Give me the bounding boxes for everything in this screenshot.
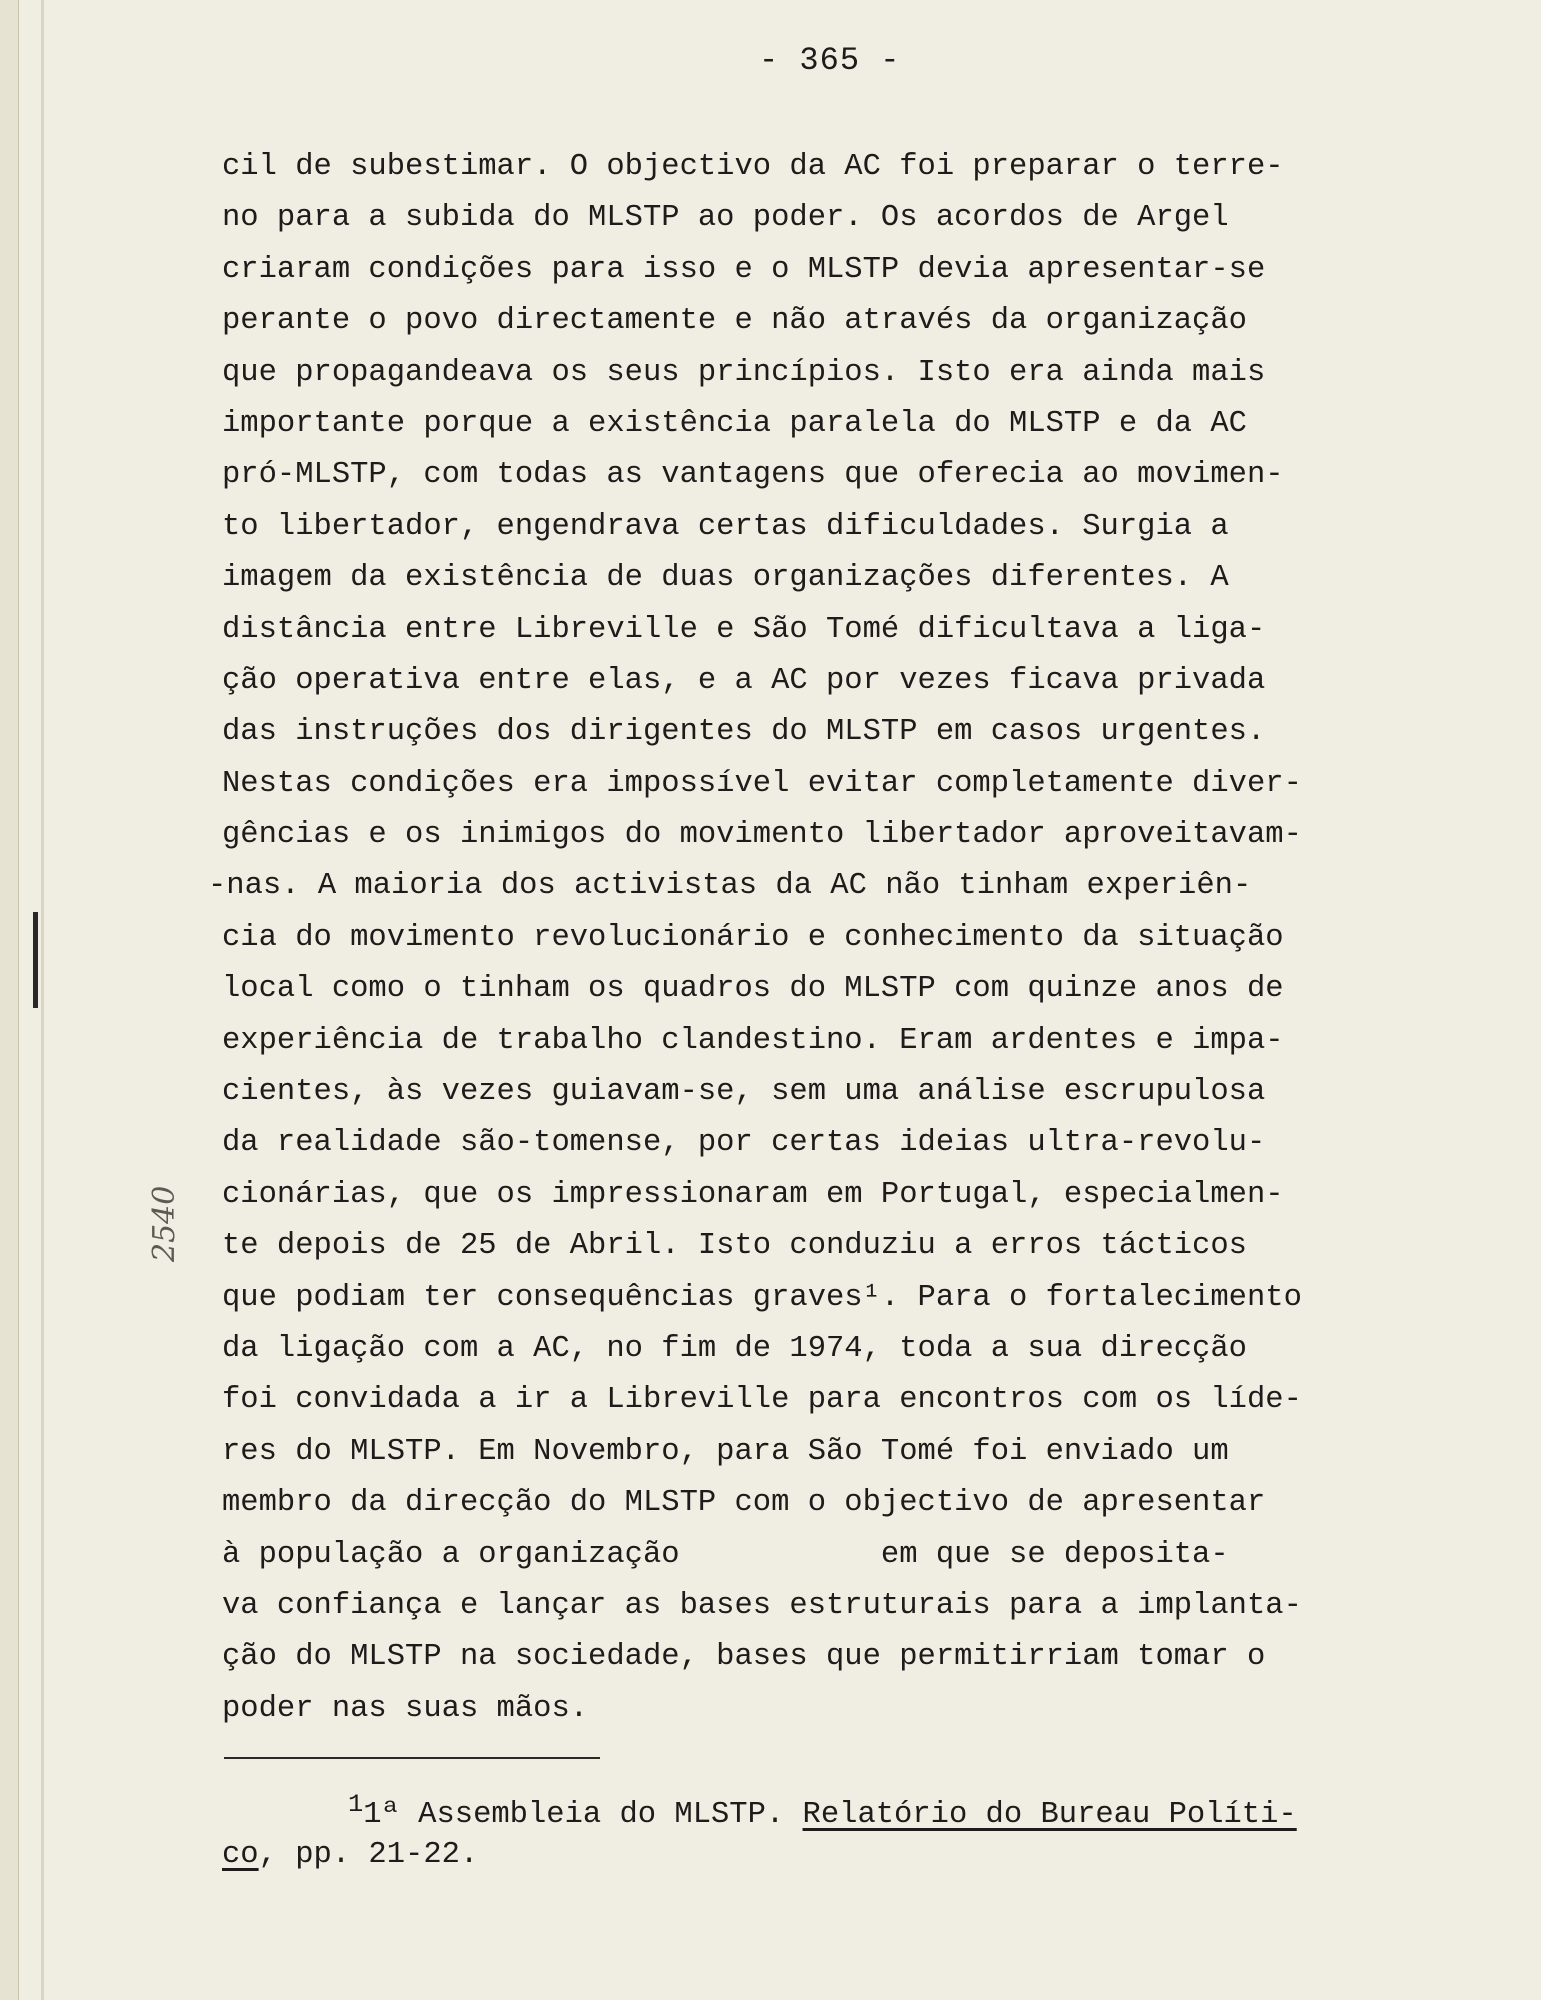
document-page	[18, 0, 1541, 2000]
text-line: distância entre Libreville e São Tomé dificultava a liga-	[222, 612, 1266, 647]
main-paragraph	[208, 142, 1492, 1735]
text-line: à população a organização em que se deposita-	[222, 1537, 1229, 1572]
text-line: da realidade são-tomense, por certas ideias ultra-revolu-	[222, 1126, 1266, 1161]
text-line: cionárias, que os impressionaram em Portugal, especialmen-	[222, 1177, 1284, 1212]
text-line: cia do movimento revolucionário e conhecimento da situação	[222, 920, 1284, 955]
page-number: - 365 -	[759, 42, 901, 79]
text-line: da ligação com a AC, no fim de 1974, toda a sua direcção	[222, 1331, 1247, 1366]
text-line: -nas. A maioria dos activistas da AC não tinham experiên-	[208, 869, 1252, 904]
footnote-line	[222, 1830, 1492, 1880]
text-line: res do MLSTP. Em Novembro, para São Tomé foi enviado um	[222, 1434, 1229, 1469]
text-line: poder nas suas mãos.	[222, 1691, 589, 1726]
page-fold-shadow	[41, 0, 44, 2000]
text-line: imagem da existência de duas organizações diferentes. A	[222, 561, 1229, 596]
text-line: no para a subida do MLSTP ao poder. Os acordos de Argel	[222, 201, 1229, 236]
footnote-prefix: 1ª Assembleia do MLSTP.	[363, 1798, 803, 1833]
text-line: local como o tinham os quadros do MLSTP com quinze anos de	[222, 972, 1284, 1007]
text-line: gências e os inimigos do movimento libertador aproveitavam-	[222, 818, 1302, 853]
text-line: Nestas condições era impossível evitar completamente diver-	[222, 766, 1302, 801]
footnote-title: Relatório do Bureau Políti-	[802, 1798, 1297, 1833]
text-line: pró-MLSTP, com todas as vantagens que oferecia ao movimen-	[222, 458, 1284, 493]
text-line: ção do MLSTP na sociedade, bases que permitirriam tomar o	[222, 1640, 1266, 1675]
text-line: to libertador, engendrava certas dificuldades. Surgia a	[222, 509, 1229, 544]
text-line: cil de subestimar. O objectivo da AC foi preparar o terre-	[222, 150, 1284, 184]
text-line: que podiam ter consequências graves¹. Para o fortalecimento	[222, 1280, 1302, 1315]
text-line: importante porque a existência paralela do MLSTP e da AC	[222, 406, 1247, 441]
text-line: cientes, às vezes guiavam-se, sem uma análise escrupulosa	[222, 1075, 1266, 1110]
footnote-pages: , pp. 21-22.	[258, 1838, 479, 1872]
text-line: que propagandeava os seus princípios. Isto era ainda mais	[222, 355, 1266, 390]
footnote-marker: 1	[348, 1790, 364, 1819]
binding-mark	[33, 912, 38, 1008]
text-line: foi convidada a ir a Libreville para encontros com os líde-	[222, 1383, 1302, 1418]
footnote-title-continued: co	[222, 1838, 259, 1872]
text-line: perante o povo directamente e não através da organização	[222, 304, 1247, 339]
footnote-separator	[224, 1757, 600, 1759]
text-line: membro da direcção do MLSTP com o objectivo de apresentar	[222, 1486, 1266, 1521]
text-line: ção operativa entre elas, e a AC por vezes ficava privada	[222, 663, 1266, 698]
text-line: experiência de trabalho clandestino. Eram ardentes e impa-	[222, 1023, 1284, 1058]
footnote	[222, 1780, 1492, 1880]
footnote-line	[222, 1780, 1492, 1833]
handwritten-margin-number: 2540	[147, 1185, 182, 1262]
text-line: va confiança e lançar as bases estruturais para a implanta-	[222, 1588, 1302, 1623]
text-line: das instruções dos dirigentes do MLSTP em casos urgentes.	[222, 715, 1266, 750]
text-line: criaram condições para isso e o MLSTP devia apresentar-se	[222, 252, 1266, 287]
text-line: te depois de 25 de Abril. Isto conduziu a erros tácticos	[222, 1229, 1247, 1264]
